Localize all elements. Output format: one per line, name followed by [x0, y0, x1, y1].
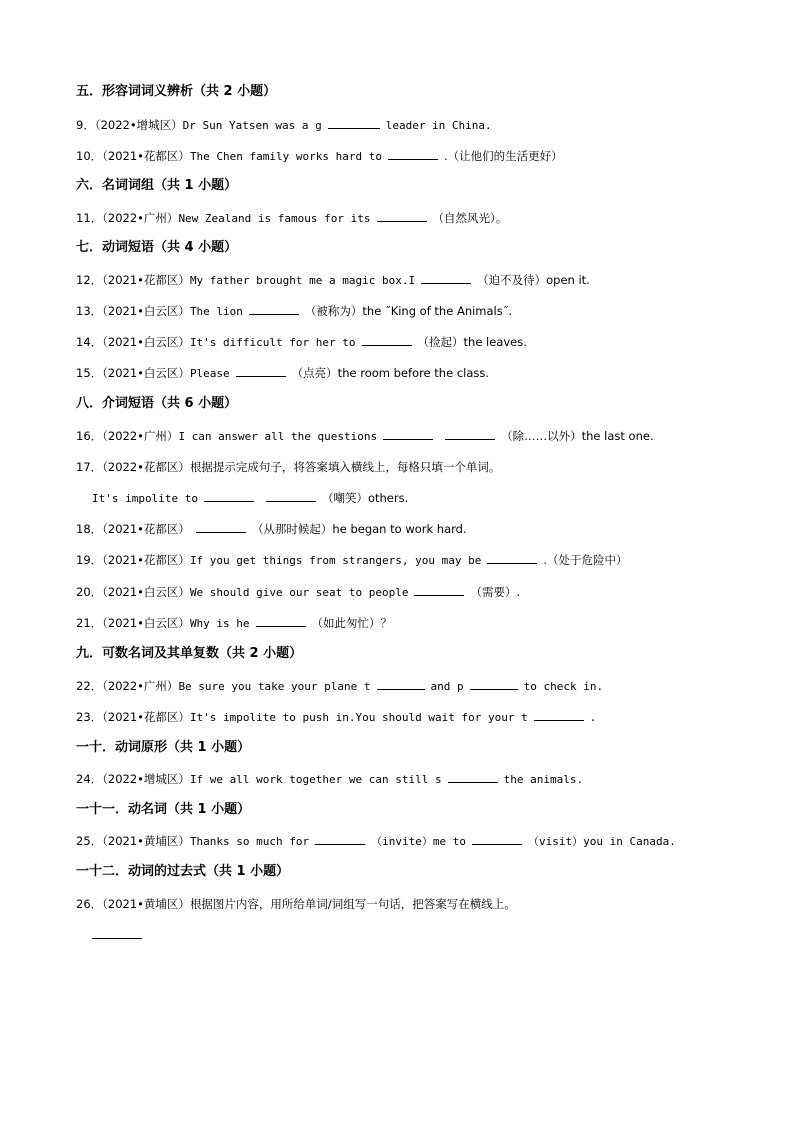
question-text: and p: [430, 680, 464, 693]
question-row: [76, 771, 583, 788]
question-text: （捡起）the leaves.: [417, 335, 527, 349]
question-text: （需要）.: [470, 585, 521, 599]
question-text: If we all work together we can still s: [189, 773, 442, 786]
question-text: We should give our seat to people: [189, 586, 409, 599]
question-text: My father brought me a magic box.I: [189, 274, 416, 287]
question-text: The lion: [189, 305, 243, 318]
question-row: [76, 334, 527, 351]
question-text: （点亮）the room before the class.: [291, 366, 490, 380]
question-row: [76, 552, 628, 569]
question-row: [76, 584, 520, 601]
question-source: 22．（2022•广州）: [76, 679, 179, 693]
section-heading: 一十一．动名词（共 1 小题）: [76, 802, 251, 817]
section-heading: 八．介词短语（共 6 小题）: [76, 396, 238, 411]
section-heading: 六．名词词组（共 1 小题）: [76, 178, 238, 193]
answer-blank[interactable]: [534, 709, 584, 721]
question-text: （嘲笑）others.: [321, 491, 409, 505]
question-text: Please: [189, 367, 230, 380]
question-text: （visit）you in Canada.: [528, 835, 676, 848]
question-source: 11．（2022•广州）: [76, 211, 179, 225]
question-row: [76, 521, 467, 537]
answer-blank[interactable]: [383, 428, 433, 440]
question-row: [76, 896, 516, 912]
question-source: 13．（2021•白云区）: [76, 304, 190, 318]
question-text: （自然风光）。: [432, 211, 508, 225]
question-row: [92, 490, 408, 507]
answer-blank[interactable]: [414, 584, 464, 596]
question-row: [76, 117, 492, 134]
question-text: Thanks so much for: [189, 835, 310, 848]
question-text: （迫不及待）open it.: [477, 273, 590, 287]
question-text: If you get things from strangers, you may be: [189, 554, 482, 567]
answer-blank[interactable]: [421, 272, 471, 284]
answer-blank[interactable]: [448, 771, 498, 783]
question-source: 19．（2021•花都区）: [76, 553, 190, 567]
question-text: （如此匆忙）？: [311, 616, 393, 630]
question-text: The Chen family works hard to: [189, 150, 382, 163]
question-text: （被称为）the ˝King of the Animals˝.: [304, 304, 513, 318]
question-source: 14．（2021•白云区）: [76, 335, 190, 349]
question-row: [76, 615, 392, 632]
question-text: 根据提示完成句子，将答案填入横线上，每格只填一个单词。: [189, 460, 501, 474]
question-text: Be sure you take your plane t: [178, 680, 371, 693]
question-text: It's impolite to: [92, 492, 198, 505]
question-row: [76, 459, 500, 475]
question-source: 9．（2022•增城区）: [76, 118, 183, 132]
question-text: （invite）me to: [371, 835, 467, 848]
section-heading: 五．形容词词义辨析（共 2 小题）: [76, 84, 277, 99]
question-text: It's difficult for her to: [189, 336, 356, 349]
question-row: [76, 833, 676, 850]
question-row: [76, 303, 512, 320]
answer-blank[interactable]: [472, 833, 522, 845]
question-source: 18．（2021•花都区）: [76, 522, 190, 536]
question-text: Why is he: [189, 617, 250, 630]
question-text: New Zealand is famous for its: [178, 212, 371, 225]
question-text: I can answer all the questions: [178, 430, 378, 443]
answer-blank[interactable]: [196, 521, 246, 533]
question-source: 20．（2021•白云区）: [76, 585, 190, 599]
question-text: Dr Sun Yatsen was a g: [182, 119, 322, 132]
question-row: [76, 365, 489, 382]
question-source: 16．（2022•广州）: [76, 429, 179, 443]
question-source: 23．（2021•花都区）: [76, 710, 190, 724]
question-text: .: [589, 711, 597, 724]
answer-blank[interactable]: [487, 552, 537, 564]
question-text: to check in.: [523, 680, 604, 693]
answer-blank[interactable]: [204, 490, 254, 502]
answer-blank[interactable]: [377, 678, 425, 690]
question-text: （从那时候起）he began to work hard.: [251, 522, 467, 536]
question-text: （除……以外）the last one.: [501, 429, 654, 443]
section-heading: 一十二．动词的过去式（共 1 小题）: [76, 864, 290, 879]
answer-blank[interactable]: [328, 117, 380, 129]
question-text: the animals.: [503, 773, 584, 786]
answer-blank[interactable]: [388, 148, 438, 160]
question-source: 25．（2021•黄埔区）: [76, 834, 190, 848]
answer-blank[interactable]: [266, 490, 316, 502]
section-heading: 一十．动词原形（共 1 小题）: [76, 740, 251, 755]
answer-blank[interactable]: [470, 678, 518, 690]
answer-blank[interactable]: [377, 210, 427, 222]
answer-blank[interactable]: [362, 334, 412, 346]
question-row: [76, 272, 590, 289]
question-source: 24．（2022•增城区）: [76, 772, 190, 786]
answer-blank[interactable]: [249, 303, 299, 315]
question-row: [76, 428, 654, 445]
section-heading: 九．可数名词及其单复数（共 2 小题）: [76, 646, 303, 661]
question-row: [76, 210, 507, 227]
question-text: 根据图片内容，用所给单词/词组写一句话，把答案写在横线上。: [189, 897, 516, 911]
question-text: .（处于危险中）: [543, 553, 628, 567]
answer-blank[interactable]: [315, 833, 365, 845]
question-row: [76, 709, 596, 726]
question-source: 21．（2021•白云区）: [76, 616, 190, 630]
question-source: 15．（2021•白云区）: [76, 366, 190, 380]
question-row: [76, 148, 563, 165]
answer-blank-q26[interactable]: [92, 938, 142, 939]
question-text: .（让他们的生活更好）: [444, 149, 563, 163]
question-source: 10．（2021•花都区）: [76, 149, 190, 163]
question-source: 12．（2021•花都区）: [76, 273, 190, 287]
question-source: 26．（2021•黄埔区）: [76, 897, 190, 911]
answer-blank[interactable]: [445, 428, 495, 440]
question-row: [76, 678, 603, 695]
question-source: 17．（2022•花都区）: [76, 460, 190, 474]
section-heading: 七．动词短语（共 4 小题）: [76, 240, 238, 255]
answer-blank[interactable]: [256, 615, 306, 627]
question-text: leader in China.: [385, 119, 492, 132]
question-text: It's impolite to push in.You should wait for your t: [189, 711, 528, 724]
answer-blank[interactable]: [236, 365, 286, 377]
